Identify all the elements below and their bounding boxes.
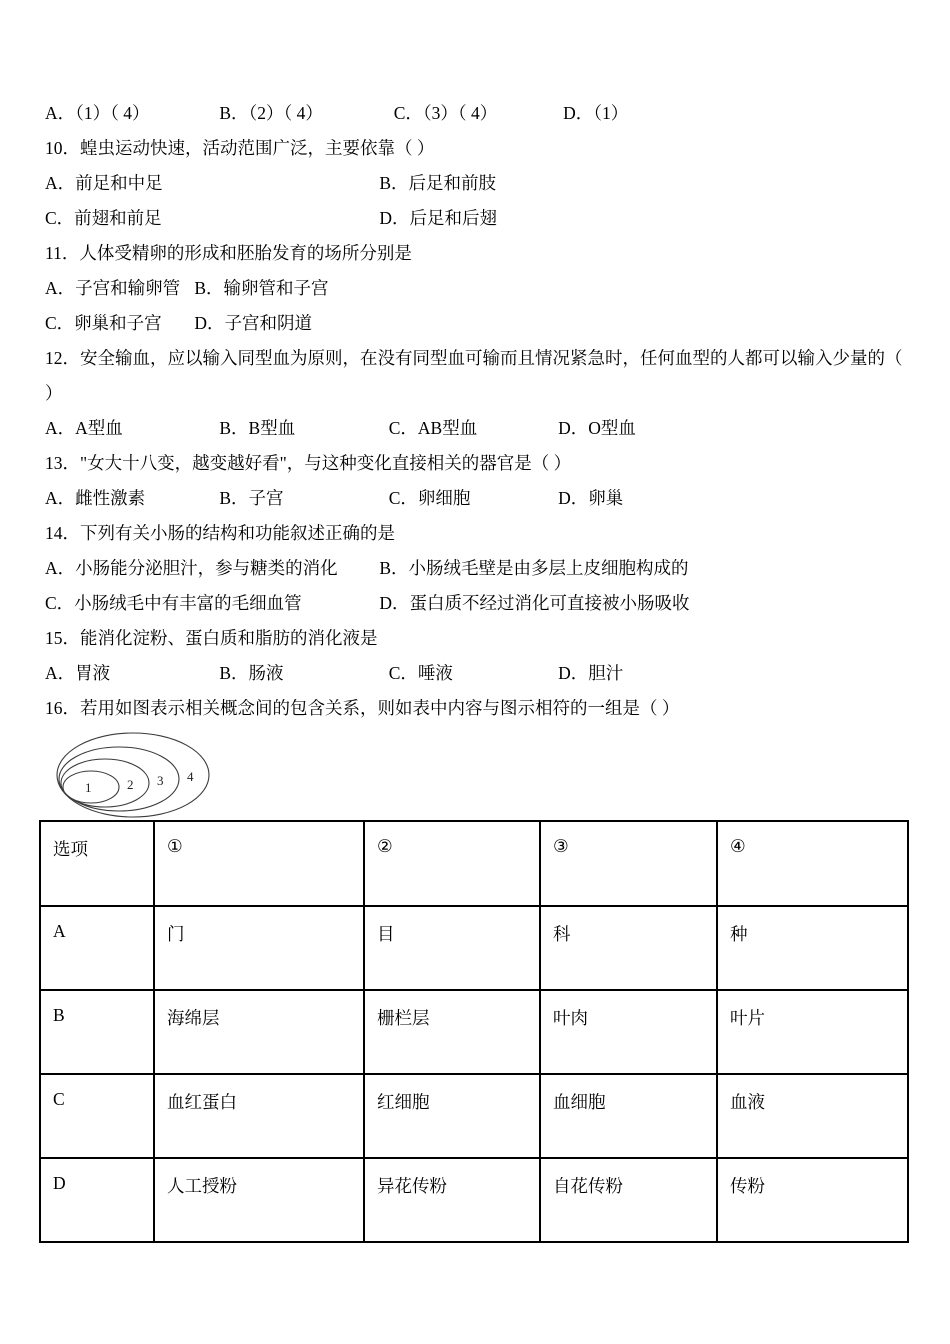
q14-options-ab <box>45 551 910 586</box>
table-cell: 红细胞 <box>364 1074 540 1158</box>
q9-option-a: A．（1）（ 4） <box>45 103 150 123</box>
q15-option-a: A．胃液 <box>45 663 111 683</box>
q14-option-c: C．小肠绒毛中有丰富的毛细血管 <box>45 593 302 613</box>
table-cell: 异花传粉 <box>364 1158 540 1242</box>
table-row-d <box>40 1158 908 1242</box>
q13-options-row <box>45 481 910 516</box>
q12-option-c: C．AB型血 <box>388 418 478 438</box>
table-cell: 血红蛋白 <box>154 1074 364 1158</box>
q9-option-c: C．（3）（ 4） <box>393 103 498 123</box>
concept-table <box>39 820 909 1243</box>
table-cell: 叶片 <box>717 990 908 1074</box>
q15-option-c: C．唾液 <box>388 663 453 683</box>
table-cell: C <box>40 1074 154 1158</box>
table-header-option: 选项 <box>40 821 154 906</box>
table-row-c <box>40 1074 908 1158</box>
table-header-circle2: ② <box>364 821 540 906</box>
q12-option-a: A．A型血 <box>45 418 123 438</box>
q10-option-d: D．后足和后翅 <box>379 208 498 228</box>
q12-stem-line1: 12．安全输血，应以输入同型血为原则，在没有同型血可输而且情况紧急时，任何血型的人都可以输入少量的（ <box>45 348 903 368</box>
q12-stem-line2: ） <box>45 383 63 403</box>
q16-stem: 16．若用如图表示相关概念间的包含关系，则如表中内容与图示相符的一组是（ ） <box>45 698 680 718</box>
nested-ellipses-diagram <box>45 726 910 820</box>
q15-stem: 15．能消化淀粉、蛋白质和脂肪的消化液是 <box>45 628 378 648</box>
q12-option-d: D．O型血 <box>558 418 636 438</box>
table-row-a <box>40 906 908 990</box>
table-cell: 血液 <box>717 1074 908 1158</box>
q13-option-d: D．卵巢 <box>558 488 624 508</box>
q9-option-b: B．（2）（ 4） <box>219 103 323 123</box>
q11-stem: 11．人体受精卵的形成和胚胎发育的场所分别是 <box>45 243 412 263</box>
q10-options-cd <box>45 201 910 236</box>
q9-option-d: D．（1） <box>563 103 629 123</box>
q14-option-a: A．小肠能分泌胆汁，参与糖类的消化 <box>45 558 338 578</box>
q11-option-d: D．子宫和阴道 <box>194 313 313 333</box>
ellipse-label-2: 2 <box>127 777 134 792</box>
table-header-circle3: ③ <box>540 821 717 906</box>
table-cell: 门 <box>154 906 364 990</box>
q15-options-row <box>45 656 910 691</box>
table-cell: 种 <box>717 906 908 990</box>
q13-option-a: A．雌性激素 <box>45 488 146 508</box>
q15-option-b: B．肠液 <box>219 663 284 683</box>
q11-options-cd <box>45 306 910 341</box>
nested-ellipses-svg <box>45 730 230 822</box>
table-cell: D <box>40 1158 154 1242</box>
q13-option-b: B．子宫 <box>219 488 284 508</box>
table-cell: A <box>40 906 154 990</box>
table-header-circle1: ① <box>154 821 364 906</box>
q15-option-d: D．胆汁 <box>558 663 624 683</box>
q14-options-cd <box>45 586 910 621</box>
table-row-b <box>40 990 908 1074</box>
ellipse-label-4: 4 <box>187 769 194 784</box>
q11-options-ab <box>45 271 910 306</box>
table-cell: 栅栏层 <box>364 990 540 1074</box>
q14-option-b: B．小肠绒毛壁是由多层上皮细胞构成的 <box>379 558 689 578</box>
q12-option-b: B．B型血 <box>219 418 296 438</box>
q12-options-row <box>45 411 910 446</box>
table-cell: 叶肉 <box>540 990 717 1074</box>
table-header-row <box>40 821 908 906</box>
table-cell: B <box>40 990 154 1074</box>
table-cell: 人工授粉 <box>154 1158 364 1242</box>
ellipse-label-3: 3 <box>157 773 164 788</box>
q11-option-a: A．子宫和输卵管 <box>45 278 181 298</box>
table-cell: 科 <box>540 906 717 990</box>
q10-options-ab <box>45 166 910 201</box>
q9-options-row <box>45 96 910 131</box>
table-cell: 血细胞 <box>540 1074 717 1158</box>
table-cell: 传粉 <box>717 1158 908 1242</box>
q10-stem: 10．蝗虫运动快速，活动范围广泛，主要依靠（ ） <box>45 138 435 158</box>
q14-option-d: D．蛋白质不经过消化可直接被小肠吸收 <box>379 593 690 613</box>
table-cell: 目 <box>364 906 540 990</box>
q11-option-b: B．输卵管和子宫 <box>194 278 329 298</box>
table-header-circle4: ④ <box>717 821 908 906</box>
q14-stem: 14．下列有关小肠的结构和功能叙述正确的是 <box>45 523 395 543</box>
table-cell: 自花传粉 <box>540 1158 717 1242</box>
q11-option-c: C．卵巢和子宫 <box>45 313 162 333</box>
table-cell: 海绵层 <box>154 990 364 1074</box>
q13-option-c: C．卵细胞 <box>388 488 471 508</box>
q13-stem: 13．"女大十八变，越变越好看"，与这种变化直接相关的器官是（ ） <box>45 453 572 473</box>
q10-option-b: B．后足和前肢 <box>379 173 497 193</box>
ellipse-label-1: 1 <box>85 780 92 795</box>
q10-option-a: A．前足和中足 <box>45 173 163 193</box>
q10-option-c: C．前翅和前足 <box>45 208 162 228</box>
